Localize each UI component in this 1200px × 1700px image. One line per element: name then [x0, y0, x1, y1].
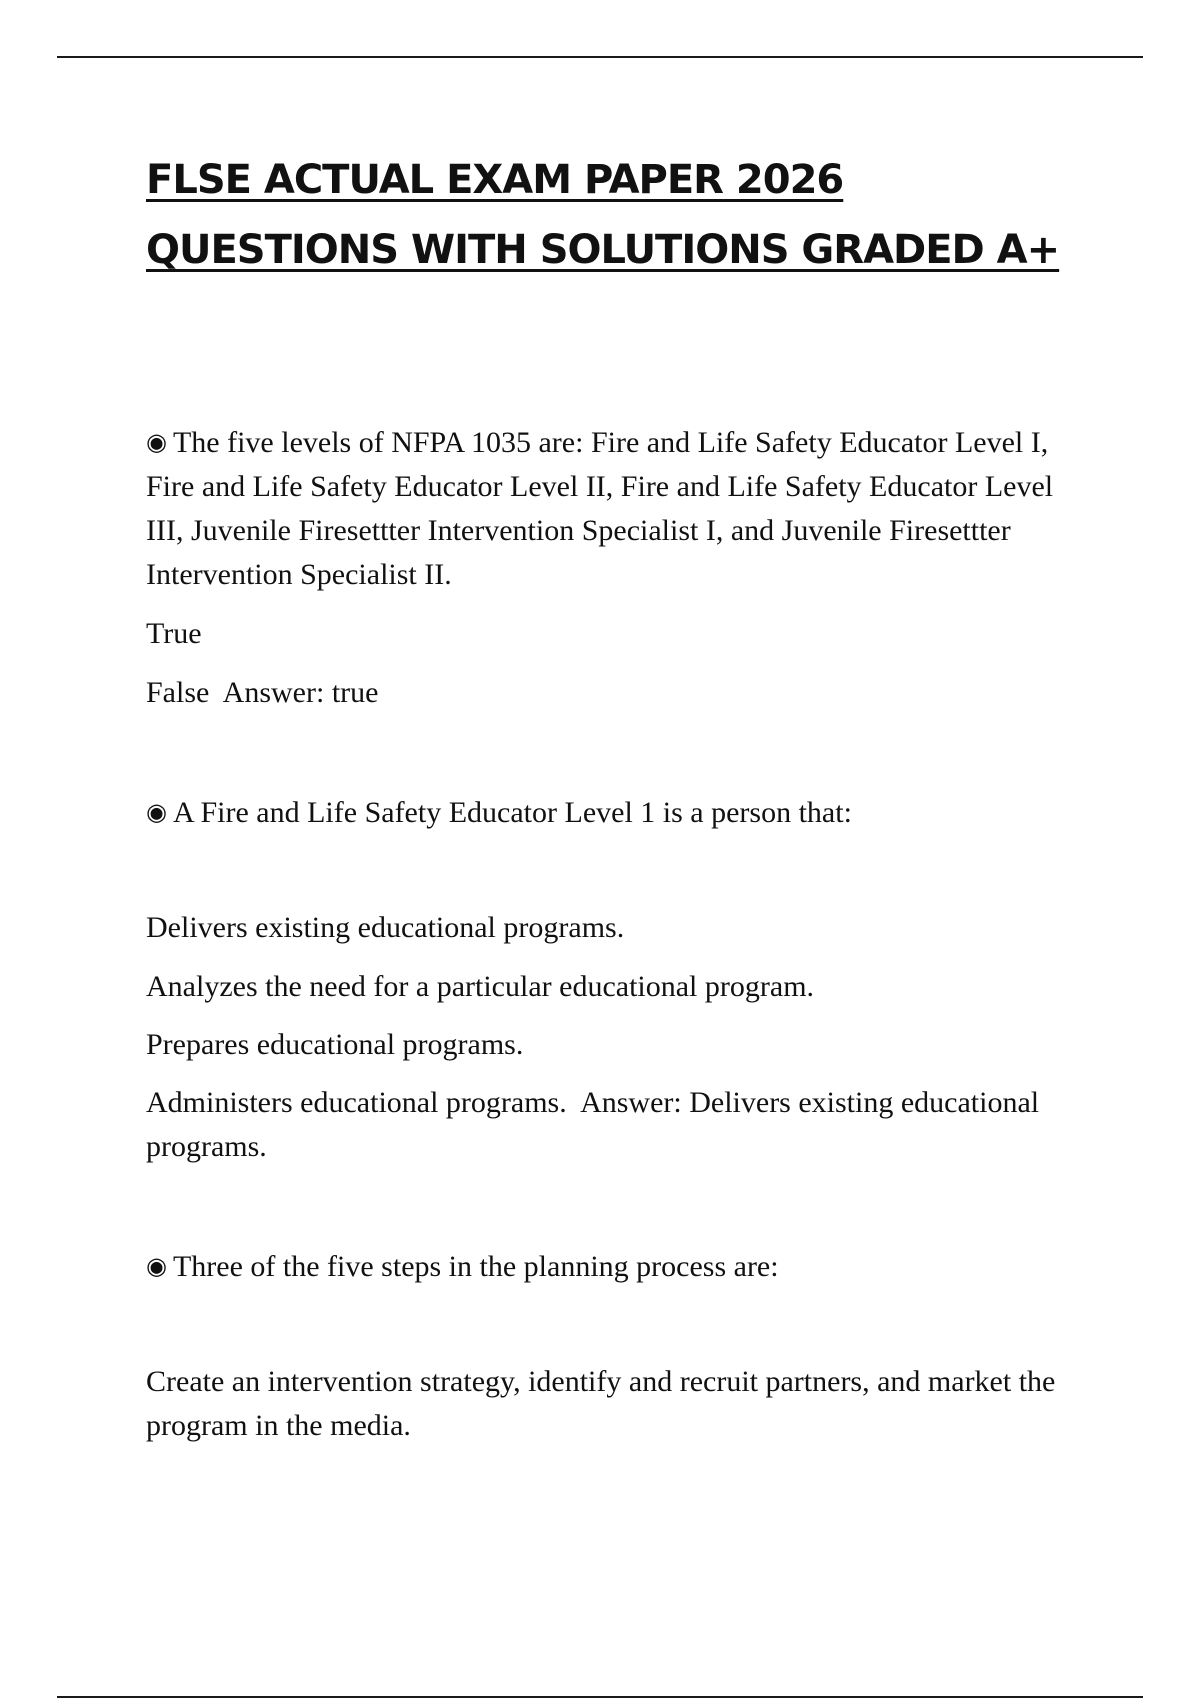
- question-text-2: [146, 790, 1086, 835]
- bullet-icon: ◉: [146, 1252, 167, 1280]
- option-2-3: Prepares educational programs.: [146, 1028, 524, 1061]
- question-text-3: [146, 1244, 1086, 1289]
- bottom-divider: [57, 1696, 1143, 1698]
- question-text-1: [146, 420, 1086, 597]
- option-2-4: Administers educational programs. Answer: Delivers existing educational programs.: [146, 1086, 1047, 1163]
- document-body: [146, 145, 1086, 1448]
- bullet-icon: ◉: [146, 428, 167, 456]
- question-block-1: [146, 420, 1086, 715]
- option-2-2: Analyzes the need for a particular educational program.: [146, 970, 815, 1003]
- option-1-1: True: [146, 617, 202, 650]
- question-block-3: [146, 1244, 1086, 1448]
- question-3-label: Three of the five steps in the planning process are:: [172, 1250, 779, 1283]
- top-divider: [57, 56, 1143, 58]
- bullet-icon: ◉: [146, 798, 167, 826]
- question-2-label: A Fire and Life Safety Educator Level 1 is a person that:: [172, 796, 852, 829]
- question-1-label: The five levels of NFPA 1035 are: Fire and Life Safety Educator Level I, Fire and Life Safety Educator Level II, Fire and Life Safety Educator Level III, Juvenile Firesettter Intervention Specialist I, and Juvenile Firesettter Intervention Specialist II.: [146, 426, 1054, 591]
- option-1-2: False Answer: true: [146, 676, 379, 709]
- document-title: FLSE ACTUAL EXAM PAPER 2026 QUESTIONS WITH SOLUTIONS GRADED A+: [146, 157, 1060, 273]
- option-3-1: Create an intervention strategy, identify and recruit partners, and market the program in the media.: [146, 1365, 1063, 1442]
- option-2-1: Delivers existing educational programs.: [146, 911, 625, 944]
- question-block-2: [146, 790, 1086, 1169]
